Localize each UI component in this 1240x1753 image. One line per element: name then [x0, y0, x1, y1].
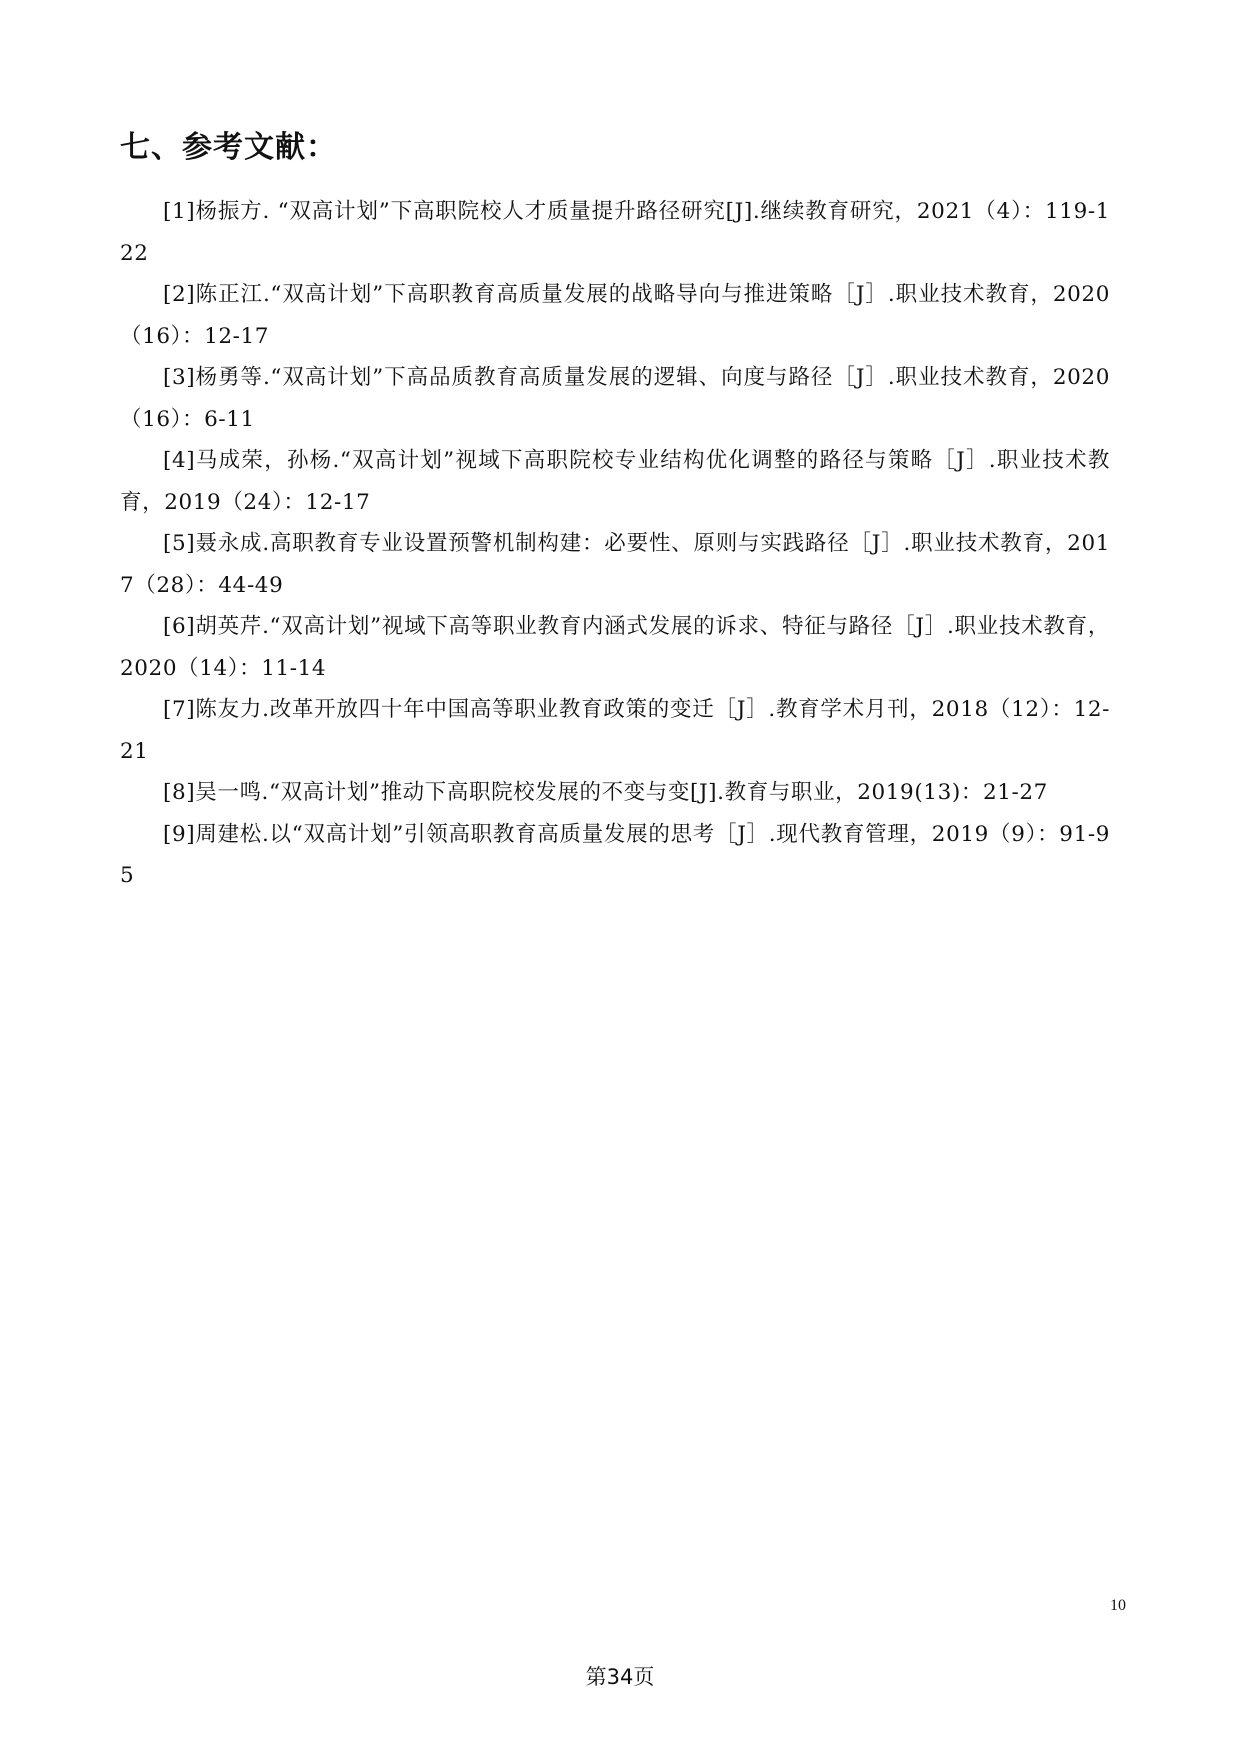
- section-title: 七、参考文献：: [120, 130, 337, 165]
- reference-item: [7]陈友力.改革开放四十年中国高等职业教育政策的变迁［J］.教育学术月刊，2018（12）：12-21: [120, 697, 1110, 764]
- reference-item: [9]周建松.以“双高计划”引领高职教育高质量发展的思考［J］.现代教育管理，2019（9）：91-95: [120, 821, 1110, 888]
- reference-item: [3]杨勇等.“双高计划”下高品质教育高质量发展的逻辑、向度与路径［J］.职业技术教育，2020（16）：6-11: [120, 365, 1110, 432]
- footer-page-label: 第34页: [585, 1665, 655, 1689]
- reference-list: [120, 191, 1110, 897]
- reference-item: [8]吴一鸣.“双高计划”推动下高职院校发展的不变与变[J].教育与职业，2019(13)：21-27: [163, 780, 1048, 805]
- reference-item: [5]聂永成.高职教育专业设置预警机制构建：必要性、原则与实践路径［J］.职业技术教育，2017（28）：44-49: [120, 531, 1110, 598]
- reference-item: [2]陈正江.“双高计划”下高职教育高质量发展的战略导向与推进策略［J］.职业技术教育，2020（16）：12-17: [120, 282, 1110, 349]
- reference-item: [4]马成荣，孙杨.“双高计划”视域下高职院校专业结构优化调整的路径与策略［J］.职业技术教育，2019（24）：12-17: [120, 448, 1110, 515]
- page-number: 10: [1110, 1597, 1126, 1614]
- reference-item: [6]胡英芹.“双高计划”视域下高等职业教育内涵式发展的诉求、特征与路径［J］.职业技术教育，2020（14）：11-14: [120, 614, 1110, 681]
- reference-item: [1]杨振方. “双高计划”下高职院校人才质量提升路径研究[J].继续教育研究，2021（4）：119-122: [120, 199, 1110, 266]
